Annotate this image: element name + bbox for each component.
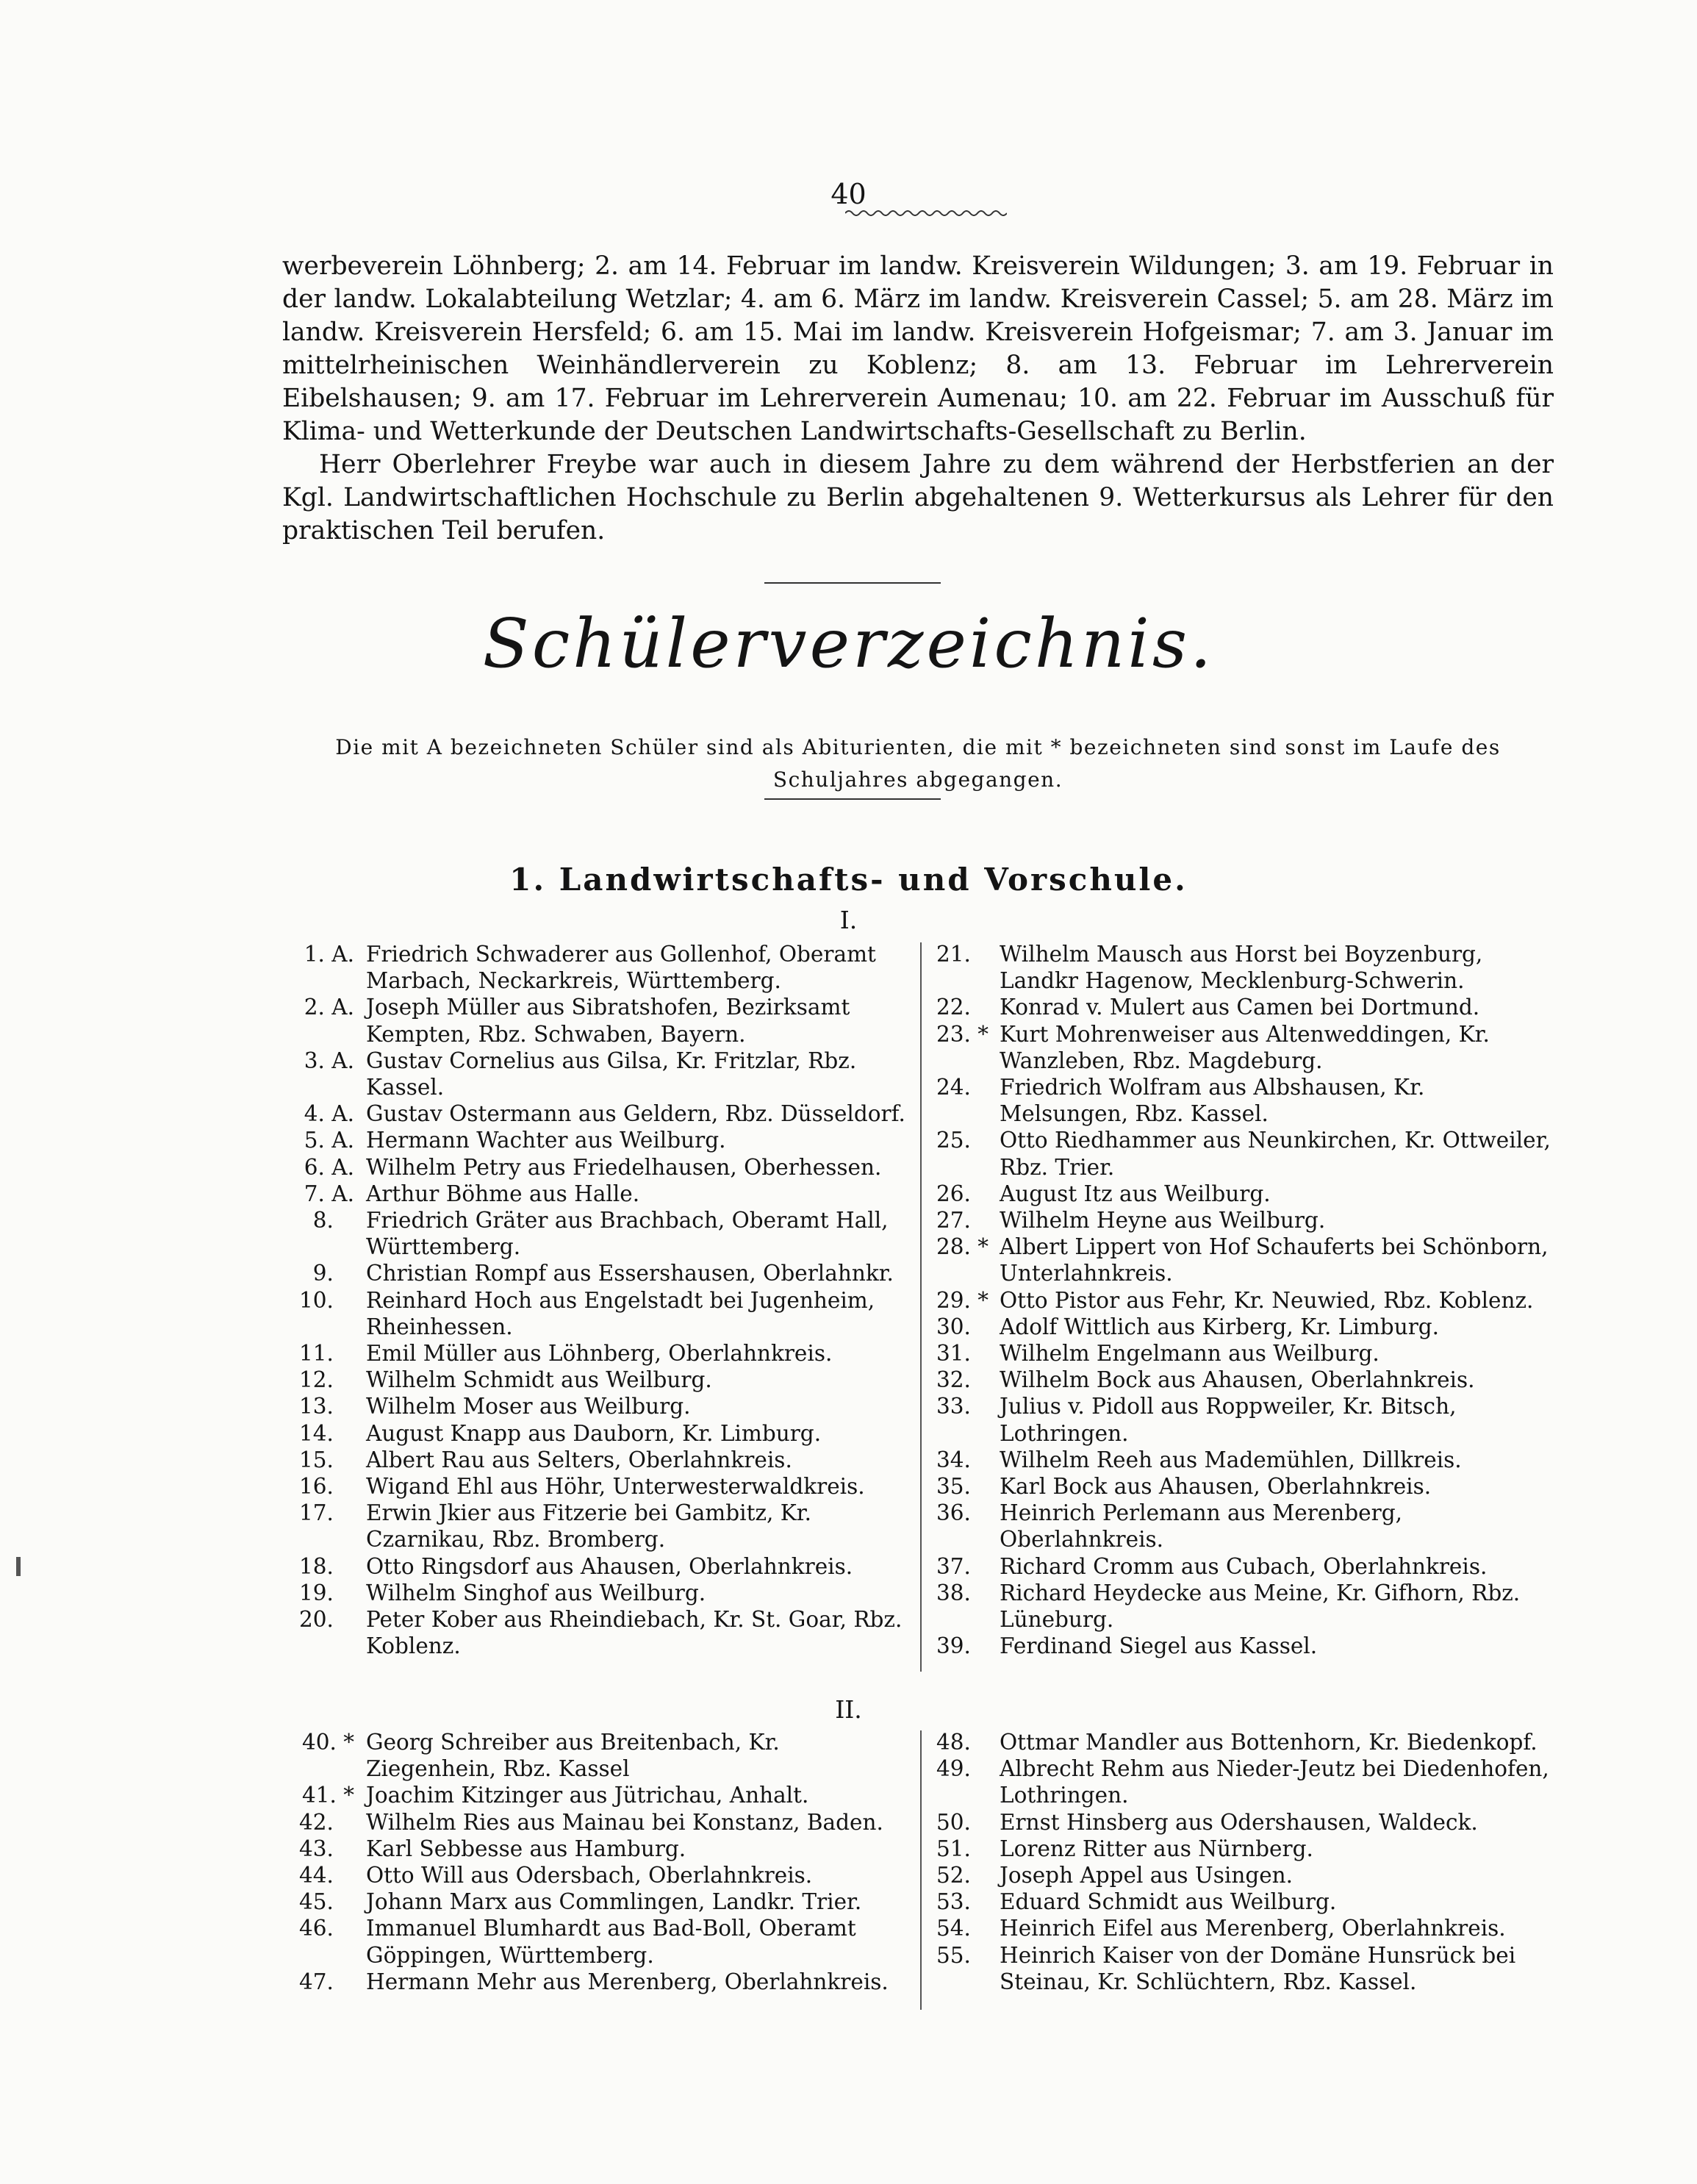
entry-number: 34. xyxy=(936,1447,992,1472)
intro-paragraph: werbeverein Löhnberg; 2. am 14. Februar im landw. Kreisverein Wildungen; 3. am 19. Februar in der landw. Lokalabteilung Wetzlar; 4. am 6. März im landw. Kreisverein Cassel; 5. am 28. März im landw. Kreisverein Hersfeld; 6. am 15. Mai im landw. Kreisverein Hofgeismar; 7. am 3. Januar im mittelrheinischen Weinhändlerverein zu Koblenz; 8. am 13. Februar im Lehrerverein Eibelshausen; 9. am 17. Februar im Lehrerverein Aumenau; 10. am 22. Februar im Ausschuß für Klima- und Wetterkunde der Deutschen Landwirtschafts-Gesellschaft zu Berlin. xyxy=(282,251,1554,446)
list-item xyxy=(936,1074,1554,1127)
column-divider xyxy=(920,942,922,1672)
entry-number: 42. xyxy=(298,1809,354,1835)
entry-number: 44. xyxy=(298,1863,354,1888)
list-item xyxy=(275,1048,905,1100)
list-item xyxy=(275,1969,905,1995)
entry-text: Kurt Mohrenweiser aus Altenweddingen, Kr. Wanzleben, Rbz. Magdeburg. xyxy=(1000,1021,1490,1073)
entry-text: Joachim Kitzinger aus Jütrichau, Anhalt. xyxy=(366,1783,809,1808)
entry-number: 8. xyxy=(312,1208,354,1234)
entry-number: 52. xyxy=(936,1863,992,1888)
entry-text: Erwin Jkier aus Fitzerie bei Gambitz, Kr. Czarnikau, Rbz. Bromberg. xyxy=(366,1500,812,1553)
list-item xyxy=(275,1782,905,1808)
list-item xyxy=(936,1314,1554,1340)
entry-text: Christian Rompf aus Essershausen, Oberlahnkr. xyxy=(366,1261,894,1286)
entry-number: 37. xyxy=(936,1553,992,1579)
list-item xyxy=(275,1181,905,1207)
list-item xyxy=(275,1915,905,1968)
entry-number: 5. A. xyxy=(304,1128,354,1153)
list-item xyxy=(936,1367,1554,1393)
entry-number: 10. xyxy=(298,1287,354,1313)
entry-number: 12. xyxy=(298,1367,354,1393)
page-number: 40 xyxy=(830,178,867,210)
entry-text: Friedrich Wolfram aus Albshausen, Kr. Melsungen, Rbz. Kassel. xyxy=(1000,1075,1425,1127)
entry-text: Joseph Appel aus Usingen. xyxy=(1000,1863,1294,1888)
list-item xyxy=(936,1836,1554,1862)
entry-text: Otto Pistor aus Fehr, Kr. Neuwied, Rbz. Koblenz. xyxy=(1000,1287,1534,1313)
entry-text: Wigand Ehl aus Höhr, Unterwesterwaldkreis. xyxy=(366,1474,865,1500)
list-item xyxy=(275,1100,905,1127)
entry-number: 16. xyxy=(298,1474,354,1500)
entry-text: Hermann Mehr aus Merenberg, Oberlahnkreis. xyxy=(366,1969,889,1994)
list-item xyxy=(936,1340,1554,1367)
list-item xyxy=(936,1207,1554,1234)
intro-text xyxy=(282,250,1554,548)
entry-text: Wilhelm Moser aus Weilburg. xyxy=(366,1394,691,1419)
list-item xyxy=(275,1340,905,1367)
entry-number: 11. xyxy=(298,1341,354,1367)
entry-text: Albert Lippert von Hof Schauferts bei Schönborn, Unterlahnkreis. xyxy=(1000,1234,1549,1286)
entry-text: Wilhelm Engelmann aus Weilburg. xyxy=(1000,1341,1380,1367)
entry-text: Georg Schreiber aus Breitenbach, Kr. Ziegenhein, Rbz. Kassel xyxy=(366,1730,780,1782)
entry-text: Friedrich Schwaderer aus Gollenhof, Oberamt Marbach, Neckarkreis, Württemberg. xyxy=(366,942,876,994)
class-1-right-list xyxy=(936,941,1554,1659)
entry-number: 20. xyxy=(298,1607,354,1633)
list-item xyxy=(936,1127,1554,1180)
entry-number: 13. xyxy=(298,1394,354,1419)
list-item xyxy=(275,1473,905,1500)
entry-number: 43. xyxy=(298,1836,354,1861)
entry-number: 18. xyxy=(298,1553,354,1579)
list-item xyxy=(275,1447,905,1473)
divider-rule xyxy=(764,582,941,584)
list-item xyxy=(275,1367,905,1393)
entry-text: Wilhelm Ries aus Mainau bei Konstanz, Baden. xyxy=(366,1809,883,1835)
list-item xyxy=(275,1888,905,1915)
entry-number: 19. xyxy=(298,1580,354,1605)
ornament-squiggle xyxy=(845,209,1007,218)
list-item xyxy=(936,1633,1554,1659)
list-item xyxy=(936,1447,1554,1473)
entry-number: 29. * xyxy=(936,1287,989,1313)
entry-text: Wilhelm Bock aus Ahausen, Oberlahnkreis. xyxy=(1000,1367,1475,1393)
entry-number: 3. A. xyxy=(304,1048,354,1073)
list-item xyxy=(275,1287,905,1340)
entry-number: 35. xyxy=(936,1474,992,1500)
list-item xyxy=(936,1862,1554,1888)
legend-note: Die mit A bezeichneten Schüler sind als Abiturienten, die mit * bezeichneten sind sonst im Laufe des Schuljahres abgegangen. xyxy=(335,735,1501,792)
entry-text: Julius v. Pidoll aus Roppweiler, Kr. Bitsch, Lothringen. xyxy=(1000,1394,1457,1446)
entry-text: Albert Rau aus Selters, Oberlahnkreis. xyxy=(366,1447,792,1472)
entry-number: 41. * xyxy=(301,1783,354,1808)
entry-number: 4. A. xyxy=(304,1101,354,1127)
list-item xyxy=(936,1287,1554,1314)
entry-number: 47. xyxy=(298,1969,354,1994)
entry-text: Wilhelm Mausch aus Horst bei Boyzenburg, Landkr Hagenow, Mecklenburg-Schwerin. xyxy=(1000,942,1483,994)
list-item xyxy=(936,1888,1554,1915)
entry-text: Eduard Schmidt aus Weilburg. xyxy=(1000,1889,1337,1915)
list-item xyxy=(275,1154,905,1181)
list-item xyxy=(936,1942,1554,1995)
entry-text: Wilhelm Schmidt aus Weilburg. xyxy=(366,1367,712,1393)
margin-mark xyxy=(16,1557,21,1576)
list-item xyxy=(936,1021,1554,1074)
entry-text: Reinhard Hoch aus Engelstadt bei Jugenheim, Rheinhessen. xyxy=(366,1287,875,1339)
class-2-left-list xyxy=(275,1729,905,1995)
list-item xyxy=(275,1553,905,1580)
entry-number: 1. A. xyxy=(304,942,354,967)
entry-text: Gustav Ostermann aus Geldern, Rbz. Düsseldorf. xyxy=(366,1101,905,1127)
entry-number: 27. xyxy=(936,1208,992,1234)
entry-text: Albrecht Rehm aus Nieder-Jeutz bei Diedenhofen, Lothringen. xyxy=(1000,1756,1549,1808)
entry-text: Karl Sebbesse aus Hamburg. xyxy=(366,1836,686,1861)
list-item xyxy=(275,1500,905,1553)
entry-text: Heinrich Perlemann aus Merenberg, Oberlahnkreis. xyxy=(1000,1500,1402,1553)
entry-number: 51. xyxy=(936,1836,992,1861)
entry-number: 25. xyxy=(936,1128,992,1153)
entry-text: Immanuel Blumhardt aus Bad-Boll, Oberamt Göppingen, Württemberg. xyxy=(366,1916,856,1968)
entry-number: 14. xyxy=(298,1420,354,1446)
list-item xyxy=(275,1836,905,1862)
entry-text: Joseph Müller aus Sibratshofen, Bezirksamt Kempten, Rbz. Schwaben, Bayern. xyxy=(366,995,850,1047)
page-title: Schülerverzeichnis. xyxy=(482,604,1215,683)
list-item xyxy=(275,1809,905,1836)
entry-text: Ferdinand Siegel aus Kassel. xyxy=(1000,1633,1318,1659)
entry-number: 39. xyxy=(936,1633,992,1659)
entry-number: 28. * xyxy=(936,1234,989,1260)
entry-number: 2. A. xyxy=(304,995,354,1020)
entry-number: 9. xyxy=(312,1261,354,1286)
entry-text: Otto Ringsdorf aus Ahausen, Oberlahnkreis. xyxy=(366,1553,853,1579)
entry-text: Ottmar Mandler aus Bottenhorn, Kr. Biedenkopf. xyxy=(1000,1730,1538,1755)
list-item xyxy=(936,1755,1554,1808)
entry-number: 33. xyxy=(936,1394,992,1419)
entry-text: Karl Bock aus Ahausen, Oberlahnkreis. xyxy=(1000,1474,1432,1500)
column-divider xyxy=(920,1730,922,2010)
entry-number: 38. xyxy=(936,1580,992,1605)
list-item xyxy=(275,1420,905,1447)
entry-text: Wilhelm Petry aus Friedelhausen, Oberhessen. xyxy=(366,1154,882,1180)
list-item xyxy=(275,1207,905,1260)
entry-text: Lorenz Ritter aus Nürnberg. xyxy=(1000,1836,1313,1861)
entry-number: 46. xyxy=(298,1916,354,1941)
entry-number: 55. xyxy=(936,1942,992,1968)
entry-text: August Knapp aus Dauborn, Kr. Limburg. xyxy=(366,1420,822,1446)
entry-text: Richard Cromm aus Cubach, Oberlahnkreis. xyxy=(1000,1553,1488,1579)
entry-text: August Itz aus Weilburg. xyxy=(1000,1181,1271,1206)
entry-number: 7. A. xyxy=(304,1181,354,1206)
entry-text: Otto Will aus Odersbach, Oberlahnkreis. xyxy=(366,1863,813,1888)
list-item xyxy=(936,1809,1554,1836)
list-item xyxy=(936,1393,1554,1446)
list-item xyxy=(275,941,905,994)
list-item xyxy=(936,1553,1554,1580)
list-item xyxy=(275,1580,905,1606)
entry-number: 6. A. xyxy=(304,1154,354,1180)
entry-number: 26. xyxy=(936,1181,992,1206)
entry-number: 40. * xyxy=(301,1730,354,1755)
entry-number: 54. xyxy=(936,1916,992,1941)
entry-text: Arthur Böhme aus Halle. xyxy=(366,1181,640,1206)
entry-number: 31. xyxy=(936,1341,992,1367)
entry-text: Ernst Hinsberg aus Odershausen, Waldeck. xyxy=(1000,1809,1478,1835)
list-item xyxy=(936,1915,1554,1941)
entry-number: 15. xyxy=(298,1447,354,1472)
entry-text: Heinrich Eifel aus Merenberg, Oberlahnkreis. xyxy=(1000,1916,1506,1941)
entry-text: Otto Riedhammer aus Neunkirchen, Kr. Ottweiler, Rbz. Trier. xyxy=(1000,1128,1551,1180)
class-2-right-list xyxy=(936,1729,1554,1995)
entry-number: 53. xyxy=(936,1889,992,1915)
entry-number: 22. xyxy=(936,995,992,1020)
entry-text: Heinrich Kaiser von der Domäne Hunsrück bei Steinau, Kr. Schlüchtern, Rbz. Kassel. xyxy=(1000,1942,1516,1994)
entry-text: Wilhelm Singhof aus Weilburg. xyxy=(366,1580,706,1605)
list-item xyxy=(275,1862,905,1888)
section-title: 1. Landwirtschafts- und Vorschule. xyxy=(509,862,1188,898)
entry-number: 30. xyxy=(936,1314,992,1339)
list-item xyxy=(275,1260,905,1286)
entry-number: 24. xyxy=(936,1075,992,1100)
entry-text: Wilhelm Heyne aus Weilburg. xyxy=(1000,1208,1326,1234)
list-item xyxy=(936,994,1554,1020)
list-item xyxy=(275,1606,905,1659)
entry-number: 45. xyxy=(298,1889,354,1915)
list-item xyxy=(936,1234,1554,1286)
entry-number: 36. xyxy=(936,1500,992,1526)
divider-rule xyxy=(764,798,941,800)
entry-text: Richard Heydecke aus Meine, Kr. Gifhorn, Rbz. Lüneburg. xyxy=(1000,1580,1521,1633)
class-label: II. xyxy=(835,1695,862,1724)
entry-text: Wilhelm Reeh aus Mademühlen, Dillkreis. xyxy=(1000,1447,1462,1472)
list-item xyxy=(936,941,1554,994)
entry-number: 21. xyxy=(936,942,992,967)
entry-number: 50. xyxy=(936,1809,992,1835)
list-item xyxy=(936,1181,1554,1207)
list-item xyxy=(275,1729,905,1782)
entry-text: Johann Marx aus Commlingen, Landkr. Trier. xyxy=(366,1889,862,1915)
entry-number: 17. xyxy=(298,1500,354,1526)
list-item xyxy=(936,1500,1554,1553)
list-item xyxy=(275,1393,905,1419)
list-item xyxy=(275,1127,905,1153)
list-item xyxy=(936,1580,1554,1633)
class-1-left-list xyxy=(275,941,905,1659)
list-item xyxy=(936,1473,1554,1500)
entry-text: Emil Müller aus Löhnberg, Oberlahnkreis. xyxy=(366,1341,833,1367)
list-item xyxy=(275,994,905,1047)
list-item xyxy=(936,1729,1554,1755)
class-label: I. xyxy=(839,906,858,934)
entry-text: Peter Kober aus Rheindiebach, Kr. St. Goar, Rbz. Koblenz. xyxy=(366,1607,903,1659)
entry-number: 49. xyxy=(936,1756,992,1782)
entry-text: Friedrich Gräter aus Brachbach, Oberamt Hall, Württemberg. xyxy=(366,1208,889,1260)
entry-text: Gustav Cornelius aus Gilsa, Kr. Fritzlar, Rbz. Kassel. xyxy=(366,1048,857,1100)
entry-number: 23. * xyxy=(936,1021,989,1047)
entry-text: Adolf Wittlich aus Kirberg, Kr. Limburg. xyxy=(1000,1314,1440,1339)
entry-text: Hermann Wachter aus Weilburg. xyxy=(366,1128,726,1153)
entry-number: 32. xyxy=(936,1367,992,1393)
intro-paragraph: Herr Oberlehrer Freybe war auch in diesem Jahre zu dem während der Herbstferien an der Kgl. Landwirtschaftlichen Hochschule zu Berlin abgehaltenen 9. Wetterkursus als Lehrer für den praktischen Teil berufen. xyxy=(282,450,1554,545)
entry-text: Konrad v. Mulert aus Camen bei Dortmund. xyxy=(1000,995,1480,1020)
entry-number: 48. xyxy=(936,1730,992,1755)
